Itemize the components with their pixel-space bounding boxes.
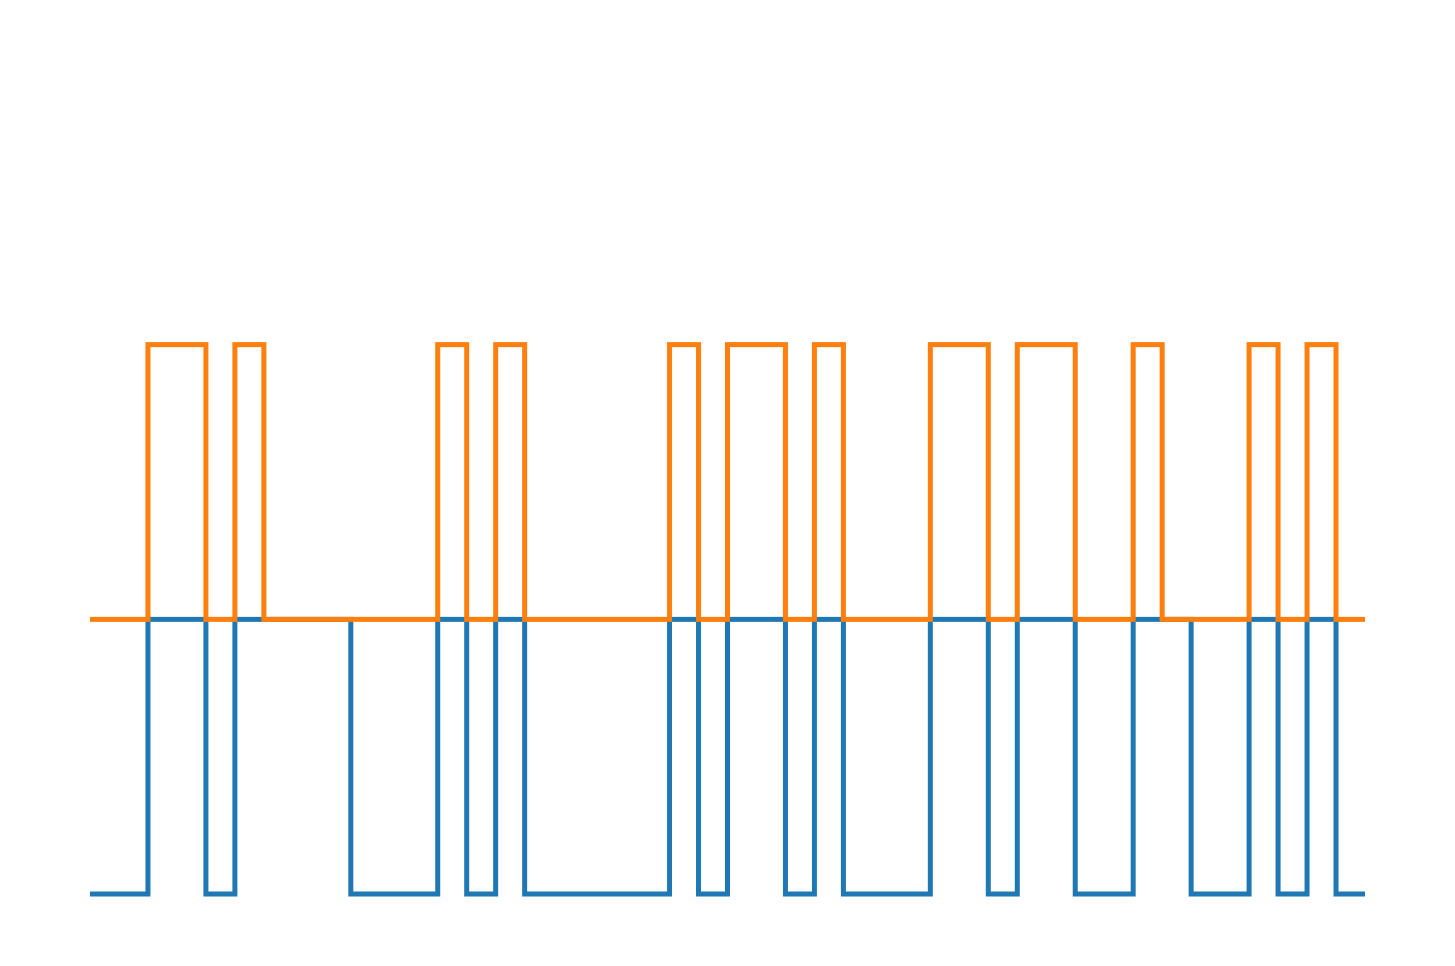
- series-line-1: [90, 619, 1365, 894]
- series-line-2: [90, 345, 1365, 620]
- series-group-2: [90, 345, 1365, 620]
- series-group-1: [90, 619, 1365, 894]
